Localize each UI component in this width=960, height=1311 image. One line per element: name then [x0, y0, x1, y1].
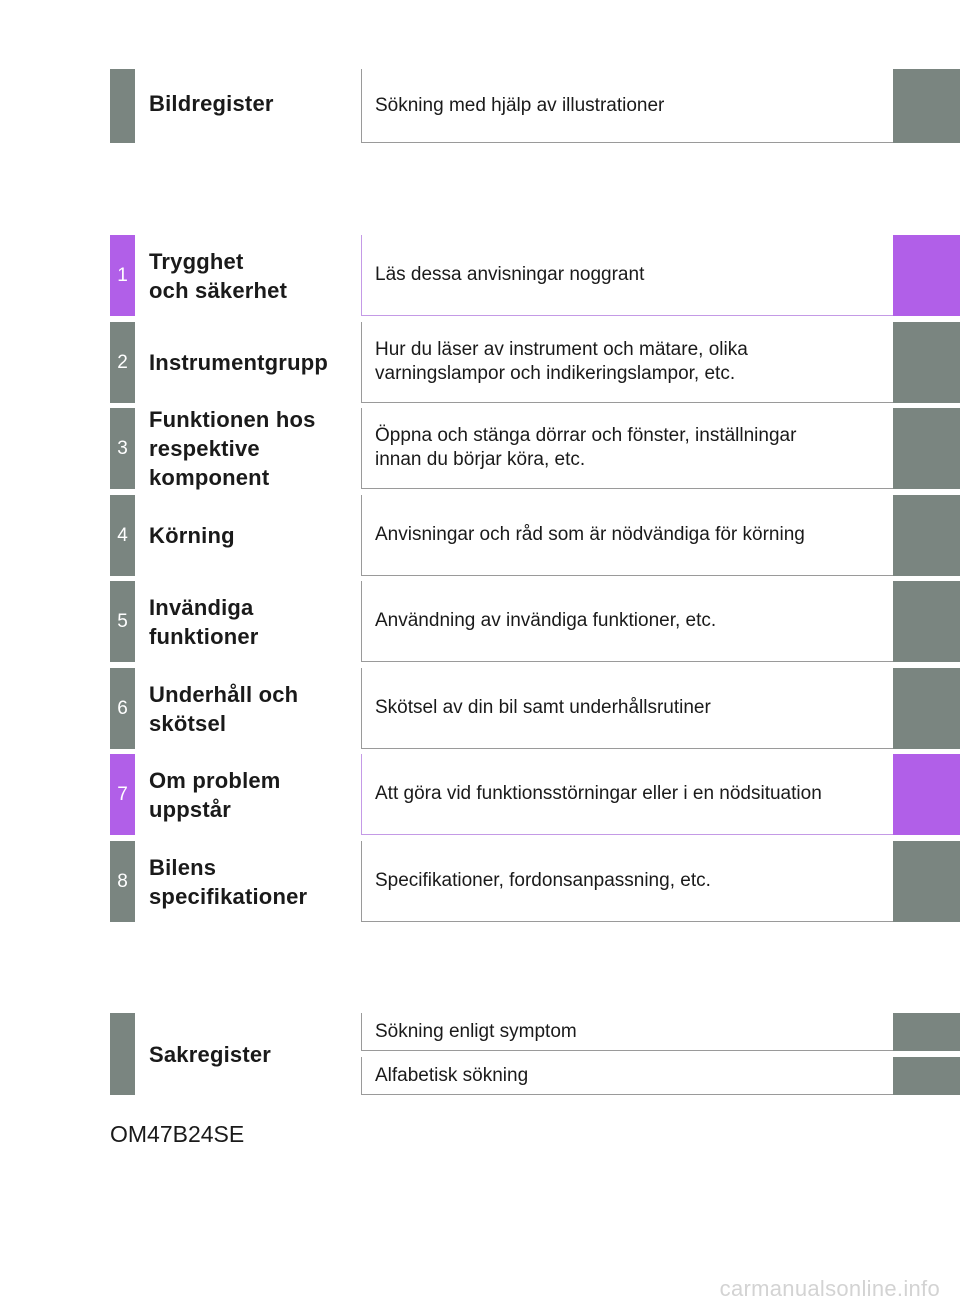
chapter-end-tab[interactable] [893, 581, 960, 662]
chapter-number-tab[interactable] [110, 841, 135, 922]
chapter-number-tab[interactable] [110, 495, 135, 576]
chapter-row-6[interactable] [110, 668, 960, 749]
chapter-end-tab[interactable] [893, 495, 960, 576]
chapter-number-tab[interactable] [110, 235, 135, 316]
manual-code: OM47B24SE [110, 1121, 245, 1147]
alphabetical-index-title: Sakregister [149, 1041, 272, 1067]
chapter-description: Skötsel av din bil samt underhållsrutiner [361, 668, 893, 749]
watermark: carmanualsonline.info [719, 1276, 940, 1301]
chapter-number: 7 [117, 783, 128, 805]
chapter-description: Specifikationer, fordonsanpassning, etc. [361, 841, 893, 922]
chapter-row-5[interactable] [110, 581, 960, 662]
chapter-end-tab[interactable] [893, 408, 960, 489]
chapter-number: 1 [117, 264, 128, 286]
chapter-number: 6 [117, 697, 128, 719]
alphabetical-index-row [110, 1013, 960, 1095]
pictorial-index-title: Bildregister [149, 91, 274, 116]
chapter-number-tab[interactable] [110, 322, 135, 403]
chapter-row-2[interactable] [110, 322, 960, 403]
pictorial-index-end-tab[interactable] [893, 69, 960, 143]
chapter-title: Instrumentgrupp [149, 350, 328, 375]
chapter-number: 3 [117, 437, 128, 459]
index-item-symptom-tab[interactable] [893, 1013, 960, 1051]
chapter-title: Trygghet och säkerhet [149, 248, 288, 303]
chapter-row-4[interactable] [110, 495, 960, 576]
chapter-description: Hur du läser av instrument och mätare, olika varningslampor och indikeringslampor, etc. [361, 322, 893, 403]
chapter-number-tab[interactable] [110, 668, 135, 749]
chapter-number: 4 [117, 524, 128, 546]
index-item-alphabetical[interactable]: Alfabetisk sökning [361, 1057, 893, 1095]
chapter-number-tab[interactable] [110, 408, 135, 489]
chapter-title: Bilens specifikationer [149, 854, 308, 909]
chapter-end-tab[interactable] [893, 754, 960, 835]
chapter-title: Om problem uppstår [149, 767, 281, 822]
chapter-description: Anvisningar och råd som är nödvändiga för körning [361, 495, 893, 576]
chapter-end-tab[interactable] [893, 668, 960, 749]
index-item-alphabetical-tab[interactable] [893, 1057, 960, 1095]
chapter-title: Funktionen hos respektive komponent [149, 407, 316, 490]
chapter-description: Att göra vid funktionsstörningar eller i en nödsituation [361, 754, 893, 835]
chapter-end-tab[interactable] [893, 322, 960, 403]
alphabetical-index-tab [110, 1013, 135, 1095]
chapter-number: 5 [117, 610, 128, 632]
chapter-row-7[interactable] [110, 754, 960, 835]
chapter-row-3[interactable] [110, 408, 960, 489]
chapter-number: 2 [117, 351, 128, 373]
chapter-end-tab[interactable] [893, 235, 960, 316]
chapter-row-8[interactable] [110, 841, 960, 922]
chapter-description: Läs dessa anvisningar noggrant [361, 235, 893, 316]
chapter-number-tab[interactable] [110, 581, 135, 662]
chapter-row-1[interactable] [110, 235, 960, 316]
chapter-title: Underhåll och skötsel [149, 681, 299, 736]
pictorial-index-tab [110, 69, 135, 143]
chapter-title: Körning [149, 523, 235, 548]
chapter-description: Öppna och stänga dörrar och fönster, inställningar innan du börjar köra, etc. [361, 408, 893, 489]
chapter-description: Användning av invändiga funktioner, etc. [361, 581, 893, 662]
pictorial-index-description: Sökning med hjälp av illustrationer [361, 69, 893, 143]
chapter-number: 8 [117, 870, 128, 892]
chapter-end-tab[interactable] [893, 841, 960, 922]
chapter-title: Invändiga funktioner [149, 594, 259, 649]
index-item-symptom[interactable]: Sökning enligt symptom [361, 1013, 893, 1051]
pictorial-index-row[interactable] [110, 69, 960, 143]
chapter-number-tab[interactable] [110, 754, 135, 835]
